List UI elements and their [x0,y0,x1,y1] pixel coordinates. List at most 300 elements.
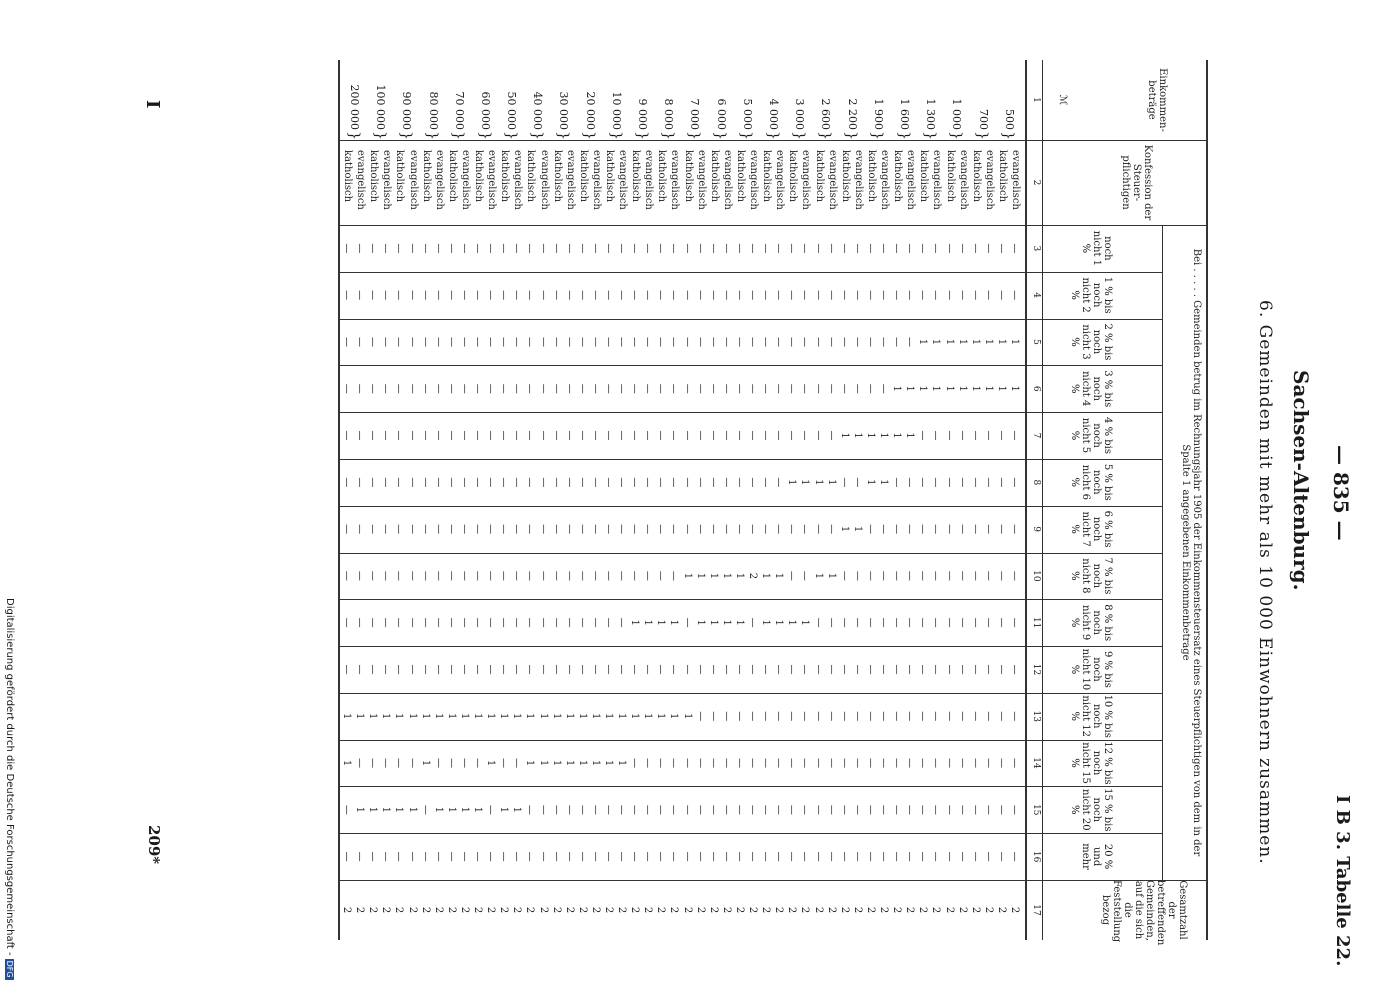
table-cell: — [432,524,444,535]
table-cell: — [943,851,955,862]
table-cell: — [930,664,942,675]
column-number: 14 [1031,757,1041,769]
table-cell: — [419,524,431,535]
table-cell: — [354,851,366,862]
table-cell: — [747,243,759,254]
table-cell: — [354,243,366,254]
income-amount: 7 000 [688,98,702,130]
column-number: 7 [1031,432,1041,439]
table-cell: 1 [419,759,431,767]
table-cell: — [616,570,628,581]
income-amount: 5 000 [740,98,754,130]
table-cell: — [694,524,706,535]
table-cell: 1 [563,759,575,767]
brace: } [607,131,624,140]
income-amount: 100 000 [374,84,388,130]
table-cell: — [367,664,379,675]
income-amount: 3 000 [793,98,807,130]
table-cell: — [367,336,379,347]
table-cell: — [956,243,968,254]
brace: } [450,131,467,140]
table-cell: — [930,430,942,441]
table-cell: — [419,570,431,581]
table-cell: 1 [956,385,968,392]
table-cell: — [341,336,353,347]
table-cell: — [982,758,994,769]
table-cell: — [747,430,759,441]
table-cell: — [864,243,876,254]
table-cell: 1 [380,806,392,813]
table-cell: — [550,570,562,581]
table-cell: — [393,851,405,862]
table-cell: — [406,570,418,581]
table-cell: — [406,243,418,254]
table-cell: — [943,243,955,254]
confession-label: evangelisch [538,150,550,210]
table-cell: — [498,430,510,441]
table-cell: — [930,758,942,769]
table-cell: — [799,383,811,394]
table-cell: — [393,570,405,581]
table-cell: — [445,290,457,301]
income-amount: 200 000 [347,84,361,130]
table-cell: — [576,430,588,441]
table-cell: — [851,851,863,862]
col-confession-header: Konfession der Steuer-pflichtigen [1120,144,1153,221]
table-cell: 2 [891,906,903,914]
table-cell: 2 [603,906,615,914]
confession-label: evangelisch [748,150,760,210]
table-cell: — [472,758,484,769]
table-cell: — [655,758,667,769]
table-cell: — [786,290,798,301]
table-cell: — [812,336,824,347]
table-cell: — [576,336,588,347]
table-cell: — [864,290,876,301]
table-cell: — [995,524,1007,535]
table-cell: — [707,664,719,675]
table-cell: — [1009,804,1020,815]
brace: } [974,131,991,140]
table-cell: — [354,758,366,769]
sheet-number: 209* [145,825,163,865]
table-cell: 2 [354,906,366,914]
table-cell: — [851,477,863,488]
table-cell: — [943,804,955,815]
table-cell: — [786,711,798,722]
confession-label: evangelisch [905,150,917,210]
table-cell: 1 [681,713,693,720]
table-cell: — [891,617,903,628]
table-cell: — [419,336,431,347]
table-cell: — [773,243,785,254]
table-cell: 2 [341,906,353,914]
table-cell: — [825,664,837,675]
table-cell: — [485,477,497,488]
table-cell: — [786,243,798,254]
confession-label: evangelisch [459,150,471,210]
table-cell: 2 [838,906,850,914]
table-cell: — [956,477,968,488]
rate-column-header: 10 % bis noch nicht 12 % [1069,694,1113,738]
income-amount: 1 600 [898,98,911,130]
table-cell: 2 [943,906,955,914]
table-cell: — [616,524,628,535]
table-cell: — [825,851,837,862]
table-cell: — [550,524,562,535]
table-cell: — [773,851,785,862]
table-cell: — [432,383,444,394]
brace: } [555,131,572,140]
table-cell: — [812,524,824,535]
table-cell: — [655,383,667,394]
table-cell: — [576,290,588,301]
table-cell: 2 [524,906,536,914]
table-cell: — [511,243,523,254]
table-cell: — [458,524,470,535]
table-cell: 1 [1009,338,1020,346]
table-cell: 1 [668,619,680,626]
table-cell: — [838,711,850,722]
column-divider [340,140,1208,141]
table-cell: — [930,477,942,488]
table-cell: — [354,524,366,535]
confession-label: evangelisch [590,150,602,210]
table-cell: — [904,524,916,535]
income-amount: 700 [976,109,990,130]
table-cell: — [786,804,798,815]
table-cell: — [969,758,981,769]
column-number: 13 [1031,710,1041,722]
table-cell: — [773,290,785,301]
table-cell: — [393,477,405,488]
table-cell: — [773,711,785,722]
table-cell: — [707,758,719,769]
table-cell: 2 [550,906,562,914]
table-cell: 2 [642,906,654,914]
confession-label: katholisch [970,150,982,203]
table-cell: 2 [694,906,706,914]
table-cell: — [904,570,916,581]
column-number: 16 [1031,850,1041,863]
table-cell: — [393,617,405,628]
table-cell: — [904,758,916,769]
table-cell: 1 [694,619,706,626]
table-cell: — [812,758,824,769]
table-cell: 1 [904,432,916,439]
table-cell: — [969,711,981,722]
table-cell: — [445,383,457,394]
income-amount: 20 000 [583,91,597,130]
table-cell: — [733,804,745,815]
table-cell: 2 [747,906,759,914]
table-cell: — [681,336,693,347]
table-cell: — [969,664,981,675]
table-cell: 2 [367,906,379,914]
income-amount: 1 300 [924,98,938,130]
rate-group-header: Bei . . . . . Gemeinden betrug im Rechnungsjahr 1905 der Einkommensteuersatz eines Steuerpflichtigen von dem in der Spalte 1 angegebenen Einkommenbetrage [1180,248,1202,857]
table-cell: 1 [524,713,536,720]
brace: } [659,131,676,140]
table-cell: — [930,570,942,581]
table-cell: — [603,383,615,394]
table-cell: — [891,758,903,769]
table-cell: — [930,290,942,301]
column-number: 15 [1031,804,1041,816]
rate-column-header: 7 % bis noch nicht 8 % [1069,557,1113,595]
table-cell: — [943,758,955,769]
table-cell: — [458,851,470,862]
table-cell: — [969,477,981,488]
table-cell: — [864,524,876,535]
table-cell: 1 [786,619,798,626]
table-cell: — [419,804,431,815]
table-cell: — [603,477,615,488]
table-cell: 1 [878,479,890,486]
table-cell: — [681,290,693,301]
table-cell: 1 [589,759,601,767]
table-cell: — [576,851,588,862]
table-cell: — [367,290,379,301]
table-cell: — [1009,243,1020,254]
table-cell: 1 [498,806,510,813]
table-cell: — [629,804,641,815]
table-cell: — [393,524,405,535]
table-cell: — [354,617,366,628]
table-cell: — [472,664,484,675]
table-cell: 1 [380,713,392,720]
table-cell: — [445,851,457,862]
table-cell: — [943,477,955,488]
table-cell: — [825,336,837,347]
table-cell: — [838,664,850,675]
table-cell: — [511,477,523,488]
table-cell: — [812,851,824,862]
table-cell: — [642,804,654,815]
table-cell: — [720,804,732,815]
table-cell: — [589,617,601,628]
table-cell: — [917,570,929,581]
table-cell: — [733,524,745,535]
table-cell: — [432,243,444,254]
table-cell: — [380,430,392,441]
table-cell: — [1009,477,1020,488]
table-cell: — [655,477,667,488]
table-cell: — [367,243,379,254]
table-cell: 1 [341,713,353,720]
table-cell: — [799,758,811,769]
table-cell: — [458,336,470,347]
table-cell: 1 [760,572,772,580]
table-cell: 1 [445,806,457,813]
table-cell: — [851,617,863,628]
table-cell: 2 [419,906,431,914]
income-amount: 60 000 [478,91,492,130]
table-cell: 1 [550,759,562,767]
table-cell: — [969,290,981,301]
table-cell: 1 [603,713,615,720]
table-cell: 1 [445,713,457,720]
table-cell: — [930,711,942,722]
table-cell: — [864,851,876,862]
table-cell: — [576,243,588,254]
table-cell: — [720,243,732,254]
table-cell: — [485,617,497,628]
table-cell: — [616,804,628,815]
table-cell: — [472,336,484,347]
table-cell: — [956,430,968,441]
table-cell: — [511,617,523,628]
confession-label: katholisch [342,150,354,203]
table-cell: 1 [354,713,366,720]
table-cell: — [603,617,615,628]
table-cell: — [367,758,379,769]
table-cell: — [786,383,798,394]
income-amount: 50 000 [505,91,519,130]
table-cell: — [878,664,890,675]
table-cell: 1 [563,713,575,720]
table-cell: — [825,524,837,535]
brace: } [869,131,886,140]
table-cell: — [629,758,641,769]
confession-label: katholisch [918,150,930,203]
table-cell: 1 [472,806,484,813]
table-cell: — [747,617,759,628]
column-number: 6 [1031,385,1041,392]
table-cell: 1 [943,338,955,346]
table-cell: — [786,851,798,862]
table-cell: 2 [589,906,601,914]
table-cell: — [642,664,654,675]
confession-label: katholisch [761,150,773,203]
table-cell: — [445,570,457,581]
table-cell: — [681,851,693,862]
table-cell: — [341,383,353,394]
table-cell: 1 [524,759,536,767]
table-cell: 2 [995,906,1007,914]
brace: } [843,131,860,140]
table-cell: — [812,383,824,394]
table-cell: — [786,570,798,581]
table-cell: — [982,804,994,815]
table-cell: — [799,524,811,535]
table-cell: — [825,430,837,441]
table-cell: — [720,524,732,535]
header-rule [1042,60,1043,940]
table-cell: — [864,664,876,675]
table-cell: 2 [629,906,641,914]
table-cell: — [537,290,549,301]
table-cell: — [825,758,837,769]
table-cell: — [825,617,837,628]
table-cell: — [419,851,431,862]
table-cell: — [629,383,641,394]
table-cell: — [760,664,772,675]
table-cell: 1 [720,619,732,626]
table-cell: — [341,570,353,581]
confession-label: evangelisch [983,150,995,210]
confession-label: evangelisch [564,150,576,210]
digitization-note [4,598,15,980]
rate-column-header: 1 % bis noch nicht 2 % [1069,276,1113,314]
brace: } [712,131,729,140]
table-cell: — [851,570,863,581]
table-cell: — [655,570,667,581]
table-cell: — [576,804,588,815]
table-cell: — [904,804,916,815]
table-cell: — [589,664,601,675]
table-cell: — [760,336,772,347]
income-amount: 70 000 [452,91,466,130]
table-cell: — [982,524,994,535]
table-cell: — [472,570,484,581]
table-cell: 1 [760,619,772,626]
table-cell: — [995,711,1007,722]
table-cell: — [576,477,588,488]
table-cell: — [589,290,601,301]
table-cell: — [930,804,942,815]
confession-label: katholisch [551,150,563,203]
table-cell: — [458,664,470,675]
table-cell: — [760,383,772,394]
brace: } [476,131,493,140]
table-cell: — [707,524,719,535]
table-cell: — [576,524,588,535]
table-cell: — [472,851,484,862]
table-cell: — [393,243,405,254]
table-cell: — [393,336,405,347]
table-cell: 1 [891,432,903,439]
table-cell: — [878,851,890,862]
table-cell: 1 [825,479,837,486]
table-cell: — [642,524,654,535]
table-cell: — [485,524,497,535]
table-cell: — [432,336,444,347]
table-cell: — [380,851,392,862]
table-cell: — [341,524,353,535]
table-cell: 1 [629,713,641,720]
table-cell: — [733,336,745,347]
table-cell: — [838,851,850,862]
table-cell: — [838,570,850,581]
table-cell: — [668,290,680,301]
table-reference [1332,795,1353,966]
table-cell: — [878,383,890,394]
table-cell: — [694,290,706,301]
table-cell: — [707,290,719,301]
table-cell: — [891,290,903,301]
table-cell: — [432,664,444,675]
table-cell: — [851,290,863,301]
table-cell: — [380,383,392,394]
table-cell: — [406,290,418,301]
table-cell: — [563,243,575,254]
table-cell: — [917,243,929,254]
table-cell: 1 [917,338,929,346]
table-cell: — [707,430,719,441]
table-cell: — [747,336,759,347]
brace: } [686,131,703,140]
table-cell: — [930,617,942,628]
table-cell: 2 [930,906,942,914]
table-cell: — [681,617,693,628]
table-cell: — [943,290,955,301]
table-cell: — [354,290,366,301]
table-cell: — [694,851,706,862]
table-cell: — [458,243,470,254]
table-cell: — [354,570,366,581]
confession-label: katholisch [499,150,511,203]
